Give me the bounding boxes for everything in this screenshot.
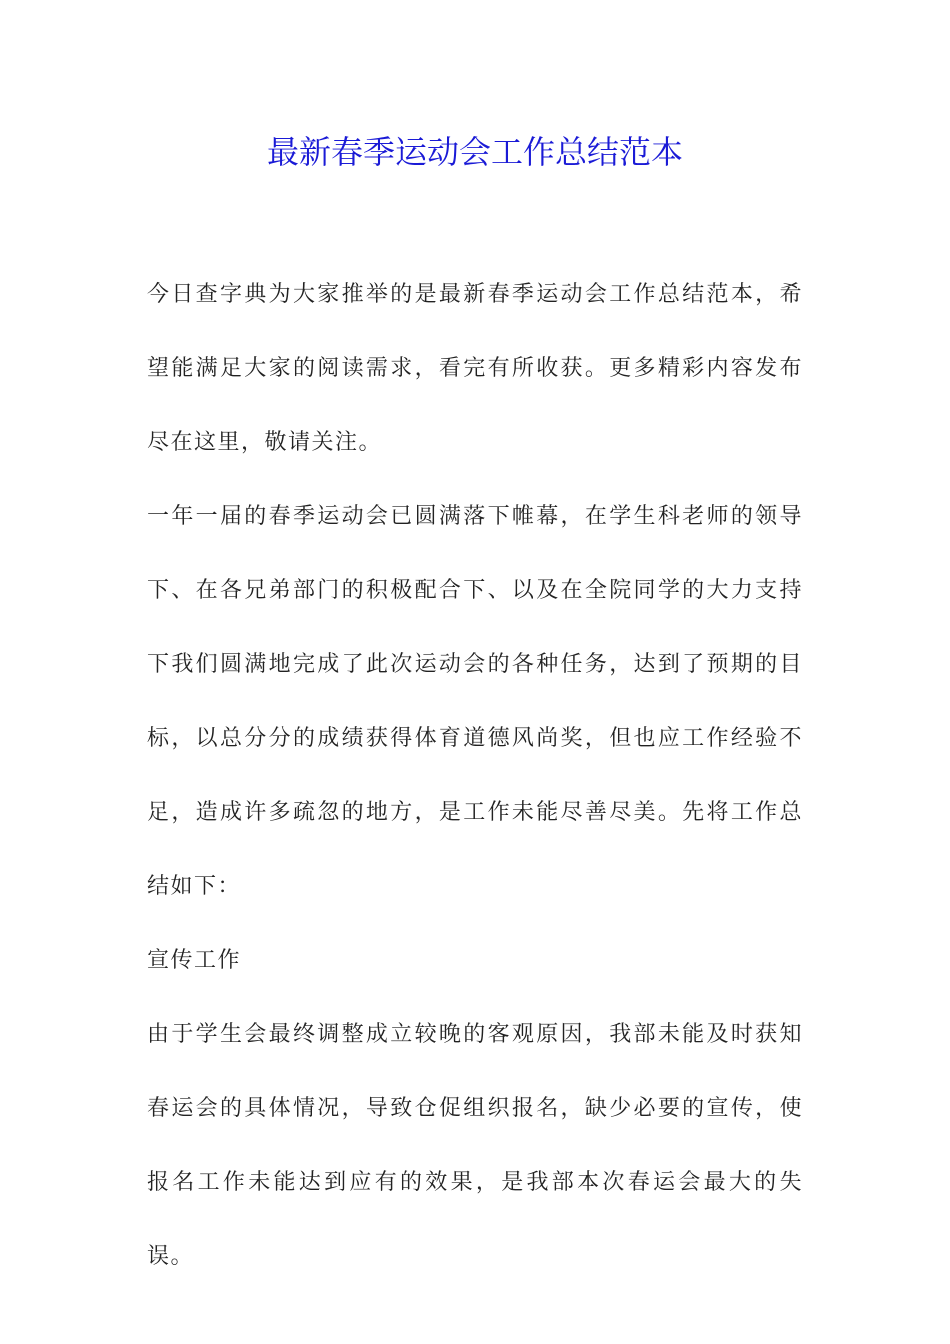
section-heading-publicity: 宣传工作: [147, 948, 242, 973]
document-title: 最新春季运动会工作总结范本: [266, 133, 683, 171]
paragraph-summary: 一年一届的春季运动会已圆满落下帷幕，在学生科老师的领导下、在各兄弟部门的积极配合下、以及在全院同学的大力支持下我们圆满地完成了此次运动会的各种任务，达到了预期的目标，以总分分的成绩获得体育道德风尚奖，但也应工作经验不足，造成许多疏忽的地方，是工作未能尽善尽美。先将工作总结如下：: [147, 504, 803, 899]
paragraph-intro: 今日查字典为大家推举的是最新春季运动会工作总结范本，希望能满足大家的阅读需求，看完有所收获。更多精彩内容发布尽在这里，敬请关注。: [147, 282, 803, 455]
document-body: [147, 258, 803, 1294]
paragraph-publicity: 由于学生会最终调整成立较晚的客观原因，我部未能及时获知春运会的具体情况，导致仓促组织报名，缺少必要的宣传，使报名工作未能达到应有的效果，是我部本次春运会最大的失误。: [147, 1022, 803, 1269]
